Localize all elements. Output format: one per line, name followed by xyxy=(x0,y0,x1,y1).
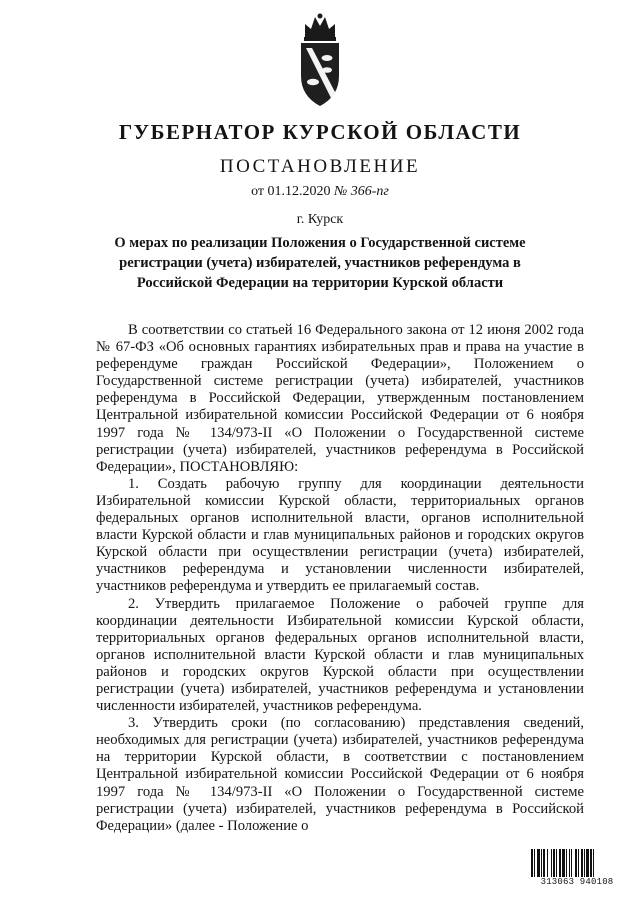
barcode-number: 313063 940108 xyxy=(540,877,614,887)
barcode-bar xyxy=(581,849,583,877)
barcode-bar xyxy=(575,849,577,877)
barcode-bar xyxy=(543,849,545,877)
barcode-bar xyxy=(569,849,570,877)
barcode-bar xyxy=(531,849,533,877)
kursk-coat-of-arms-emblem xyxy=(297,8,343,108)
document-number: № 366-пг xyxy=(334,184,389,199)
barcode-bar xyxy=(593,849,594,877)
subject-line: О мерах по реализации Положения о Государственной системе xyxy=(114,235,526,251)
clause-1-paragraph: 1. Создать рабочую группу для координации деятельности Избирательной комиссии Курской области, территориальных органов федеральных органов исполнительной власти, органов исполнительной власти Курской области и глав муниципальных районов и городских округов Курской области при осуществлении регистрации (учета) избирателей, участников референдума и установлении численности избирателей, участников референдума и утвердить ее прилагаемый состав. xyxy=(96,475,584,595)
document-date: 01.12.2020 xyxy=(267,184,331,199)
date-prefix: от xyxy=(251,184,265,199)
issuing-authority-title: ГУБЕРНАТОР КУРСКОЙ ОБЛАСТИ xyxy=(118,120,522,144)
barcode-bars xyxy=(530,849,624,877)
barcode-bar xyxy=(584,849,585,877)
barcode-bar xyxy=(562,849,565,877)
barcode-bar xyxy=(537,849,540,877)
document-body xyxy=(96,322,584,835)
barcode-bar xyxy=(551,849,552,877)
preamble-paragraph: В соответствии со статьей 16 Федерального закона от 12 июня 2002 года № 67-ФЗ «Об основных гарантиях избирательных прав и права на участие в референдуме граждан Российской Федерации», Положением о Государственной системе регистрации (учета) избирателей, участников референдума в Российской Федерации, утвержденным постановлением Центральной избирательной комиссии Российской Федерации от 6 ноября 1997 года № 134/973-II «О Положении о Государственной системе регистрации (учета) избирателей, участников референдума в Российской Федерации», ПОСТАНОВЛЯЮ: xyxy=(96,322,584,475)
document-type: ПОСТАНОВЛЕНИЕ xyxy=(219,156,421,177)
barcode-bar xyxy=(571,849,572,877)
barcode-bar xyxy=(559,849,561,877)
subject-line: регистрации (учета) избирателей, участников референдума в xyxy=(119,255,521,271)
document-subject xyxy=(100,233,540,293)
document-date-line xyxy=(0,184,640,200)
clause-3-paragraph: 3. Утвердить сроки (по согласованию) представления сведений, необходимых для регистрации (учета) избирателей, участников референдума на территории Курской области, в соответствии с постановлением Центральной избирательной комиссии Российской Федерации от 6 ноября 1997 года № 134/973-II «О Положении о Государственной системе регистрации (учета) избирателей, участников референдума в Российской Федерации» (далее - Положение о xyxy=(96,715,584,834)
clause-2-paragraph: 2. Утвердить прилагаемое Положение о рабочей группе для координации деятельности Избирательной комиссии Курской области, территориальных органов федеральных органов исполнительной власти, органов исполнительной власти Курской области и глав муниципальных районов и городских округов Курской области при осуществлении регистрации (учета) избирателей, участников референдума и установлении численности избирателей, участников референдума. xyxy=(96,595,584,715)
subject-line: Российской Федерации на территории Курской области xyxy=(136,275,504,291)
barcode-bar xyxy=(566,849,567,877)
barcode-bar xyxy=(590,849,592,877)
barcode-bar xyxy=(556,849,557,877)
document-barcode xyxy=(530,849,624,889)
barcode-bar xyxy=(534,849,535,877)
barcode-bar xyxy=(578,849,579,877)
barcode-bar xyxy=(553,849,555,877)
barcode-bar xyxy=(586,849,589,877)
barcode-bar xyxy=(547,849,548,877)
barcode-bar xyxy=(541,849,542,877)
document-city: г. Курск xyxy=(296,212,344,227)
